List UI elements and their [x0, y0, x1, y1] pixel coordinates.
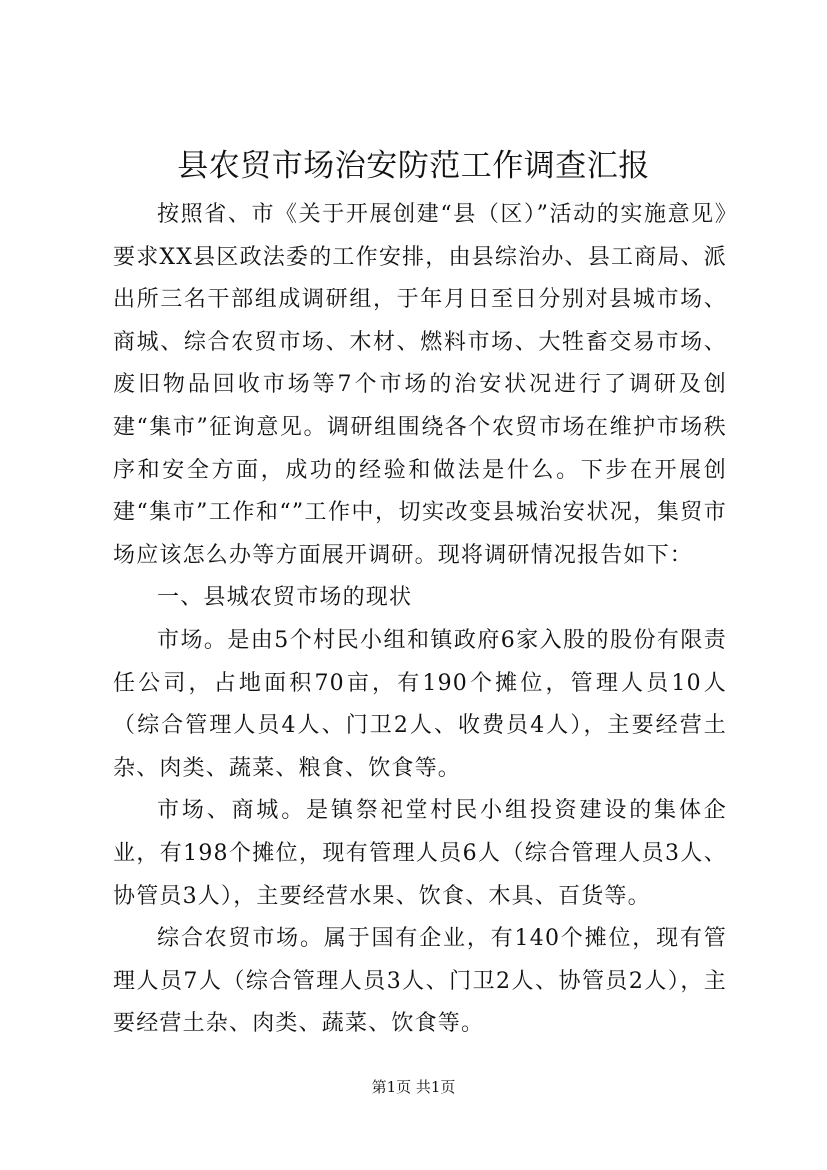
paragraph-market-1: 市场。是由5个村民小组和镇政府6家入股的股份有限责任公司，占地面积70亩，有190个摊位，管理人员10人（综合管理人员4人、门卫2人、收费员4人），主要经营土杂、肉类、蔬菜、粮食、饮食等。 — [113, 627, 727, 781]
section-heading: 一、县城农贸市场的现状 — [157, 585, 413, 611]
document-title: 县农贸市场治安防范工作调查汇报 — [177, 148, 650, 184]
paragraph-market-2: 市场、商城。是镇祭祀堂村民小组投资建设的集体企业，有198个摊位，现有管理人员6人（综合管理人员3人、协管员3人），主要经营水果、饮食、木具、百货等。 — [113, 798, 727, 909]
paragraph-intro: 按照省、市《关于开展创建“县（区）”活动的实施意见》要求XX县区政法委的工作安排，由县综治办、县工商局、派出所三名干部组成调研组，于年月日至日分别对县城市场、商城、综合农贸市场、木材、燃料市场、大牲畜交易市场、废旧物品回收市场等7个市场的治安状况进行了调研及创建“集市”征询意见。调研组围绕各个农贸市场在维护市场秩序和安全方面，成功的经验和做法是什么。下步在开展创建“集市”工作和“”工作中，切实改变县城治安状况，集贸市场应该怎么办等方面展开调研。现将调研情况报告如下： — [113, 202, 727, 568]
page-number: 第1页 共1页 — [371, 1078, 456, 1096]
paragraph-market-3: 综合农贸市场。属于国有企业，有140个摊位，现有管理人员7人（综合管理人员3人、门卫2人、协管员2人），主要经营土杂、肉类、蔬菜、饮食等。 — [113, 926, 727, 1037]
document-body — [113, 194, 727, 1046]
